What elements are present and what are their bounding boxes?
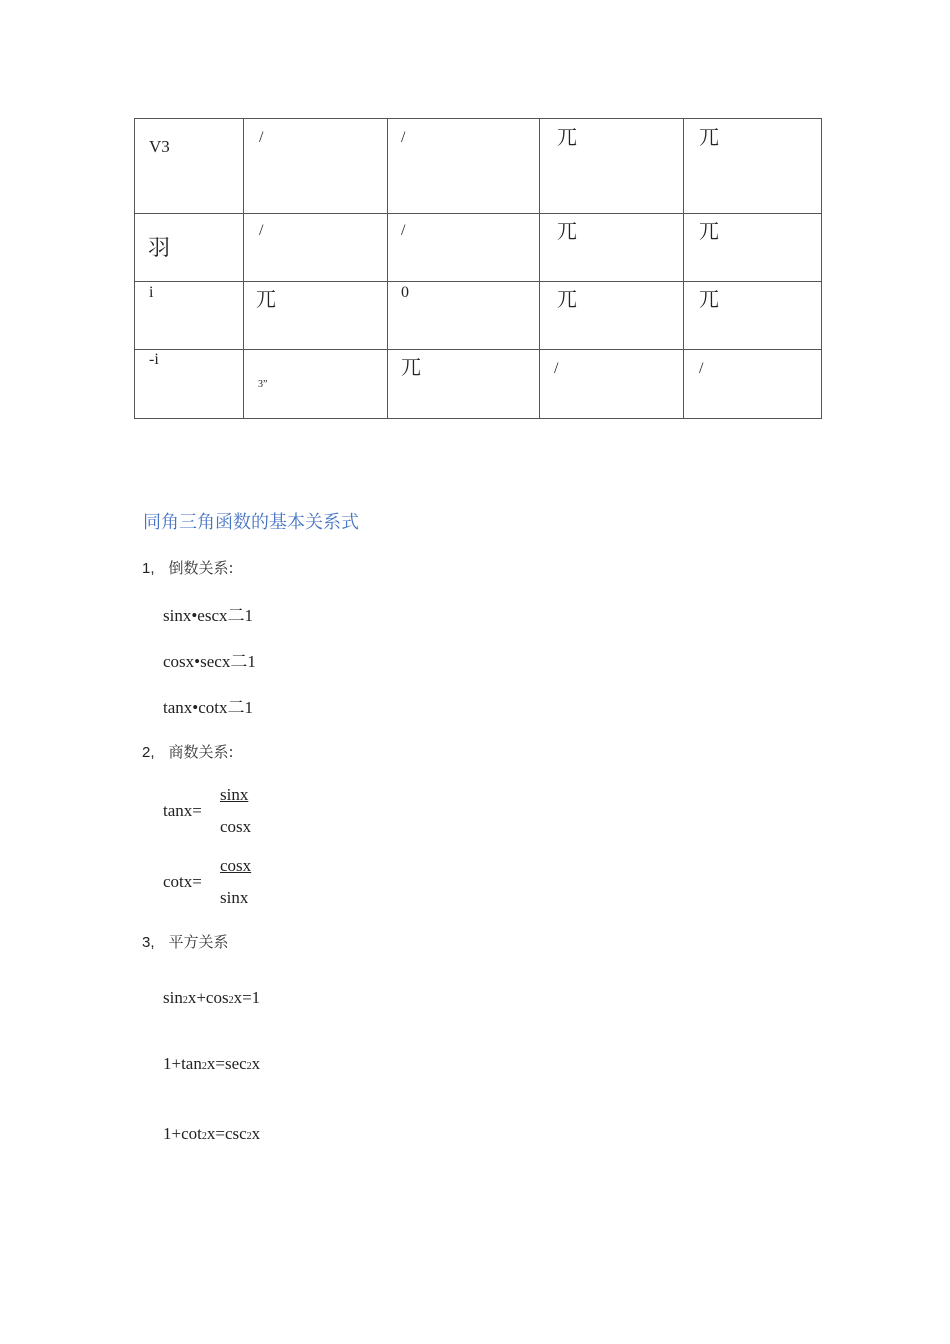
section-heading: 同角三角函数的基本关系式 bbox=[143, 512, 359, 533]
table-cell bbox=[540, 214, 684, 282]
formula: cosx•secx二1 bbox=[163, 652, 256, 671]
value-table bbox=[134, 118, 822, 419]
cell-text: 兀 bbox=[699, 219, 719, 243]
fraction-denominator: cosx bbox=[220, 817, 252, 836]
formula-exponent: 2 bbox=[182, 995, 188, 1006]
cell-text: 兀 bbox=[699, 287, 719, 311]
table-cell bbox=[540, 119, 684, 214]
table-cell bbox=[540, 350, 684, 419]
item-number: 3, bbox=[142, 934, 155, 951]
formula-exponent: 2 bbox=[201, 1061, 207, 1072]
formula: tanx•cotx二1 bbox=[163, 698, 253, 717]
table-cell bbox=[135, 350, 244, 419]
cell-text: V3 bbox=[149, 137, 170, 156]
formula bbox=[163, 1124, 260, 1144]
cell-text: 兀 bbox=[557, 287, 577, 311]
cell-text: 兀 bbox=[256, 287, 276, 311]
formula-part: x+cos bbox=[187, 988, 229, 1007]
item-number: 2, bbox=[142, 744, 155, 761]
table-cell bbox=[135, 214, 244, 282]
table-cell bbox=[684, 214, 822, 282]
table-cell bbox=[388, 350, 540, 419]
table-cell bbox=[135, 119, 244, 214]
table-row bbox=[135, 350, 822, 419]
cell-text: / bbox=[401, 222, 406, 239]
cell-text: 兀 bbox=[401, 355, 421, 379]
cell-text bbox=[258, 372, 267, 392]
cell-text: / bbox=[401, 129, 406, 146]
cell-text: / bbox=[259, 222, 264, 239]
formula-exponent: 2 bbox=[201, 1131, 207, 1142]
formula bbox=[163, 1054, 260, 1074]
cell-subscript-text: 3” bbox=[258, 379, 268, 390]
cell-text: 兀 bbox=[699, 125, 719, 149]
formula-part: x=csc bbox=[206, 1124, 247, 1143]
cell-text: / bbox=[554, 360, 559, 377]
cell-text: 羽 bbox=[148, 236, 171, 261]
list-item bbox=[142, 741, 234, 762]
table-cell bbox=[244, 214, 388, 282]
table-cell bbox=[244, 350, 388, 419]
fraction-numerator: sinx bbox=[220, 785, 249, 804]
table-cell bbox=[244, 119, 388, 214]
table-row bbox=[135, 282, 822, 350]
table-cell bbox=[684, 350, 822, 419]
formula-part: x=1 bbox=[233, 988, 261, 1007]
table-row bbox=[135, 214, 822, 282]
fraction-numerator: cosx bbox=[220, 856, 252, 875]
item-label: 平方关系 bbox=[168, 933, 229, 951]
fraction-lhs: tanx= bbox=[163, 801, 202, 820]
fraction-lhs: cotx= bbox=[163, 872, 202, 891]
item-number: 1, bbox=[142, 560, 155, 577]
cell-text: 0 bbox=[401, 284, 409, 301]
table-cell bbox=[244, 282, 388, 350]
cell-text: 兀 bbox=[557, 219, 577, 243]
formula-exponent: 2 bbox=[246, 1061, 252, 1072]
formula-part: x=sec bbox=[206, 1054, 247, 1073]
table-cell bbox=[388, 282, 540, 350]
table-cell bbox=[684, 282, 822, 350]
formula-part: x bbox=[251, 1124, 261, 1143]
formula-part: sin bbox=[163, 988, 183, 1007]
table-cell bbox=[684, 119, 822, 214]
cell-text: / bbox=[699, 360, 704, 377]
table-cell bbox=[388, 119, 540, 214]
list-item bbox=[142, 557, 234, 578]
fraction-denominator: sinx bbox=[220, 888, 249, 907]
table-cell bbox=[388, 214, 540, 282]
table-cell bbox=[135, 282, 244, 350]
item-label: 商数关系: bbox=[168, 743, 234, 761]
list-item bbox=[142, 931, 229, 952]
cell-text: / bbox=[259, 129, 264, 146]
formula bbox=[163, 988, 260, 1008]
formula-part: 1+cot bbox=[163, 1124, 202, 1143]
formula-exponent: 2 bbox=[228, 995, 234, 1006]
formula: sinx•escx二1 bbox=[163, 606, 253, 625]
table-row bbox=[135, 119, 822, 214]
item-label: 倒数关系: bbox=[168, 559, 234, 577]
table-cell bbox=[540, 282, 684, 350]
formula-part: 1+tan bbox=[163, 1054, 202, 1073]
formula-part: x bbox=[251, 1054, 261, 1073]
cell-text: i bbox=[149, 284, 154, 301]
formula-exponent: 2 bbox=[246, 1131, 252, 1142]
cell-text: -i bbox=[149, 351, 159, 368]
cell-text: 兀 bbox=[557, 125, 577, 149]
